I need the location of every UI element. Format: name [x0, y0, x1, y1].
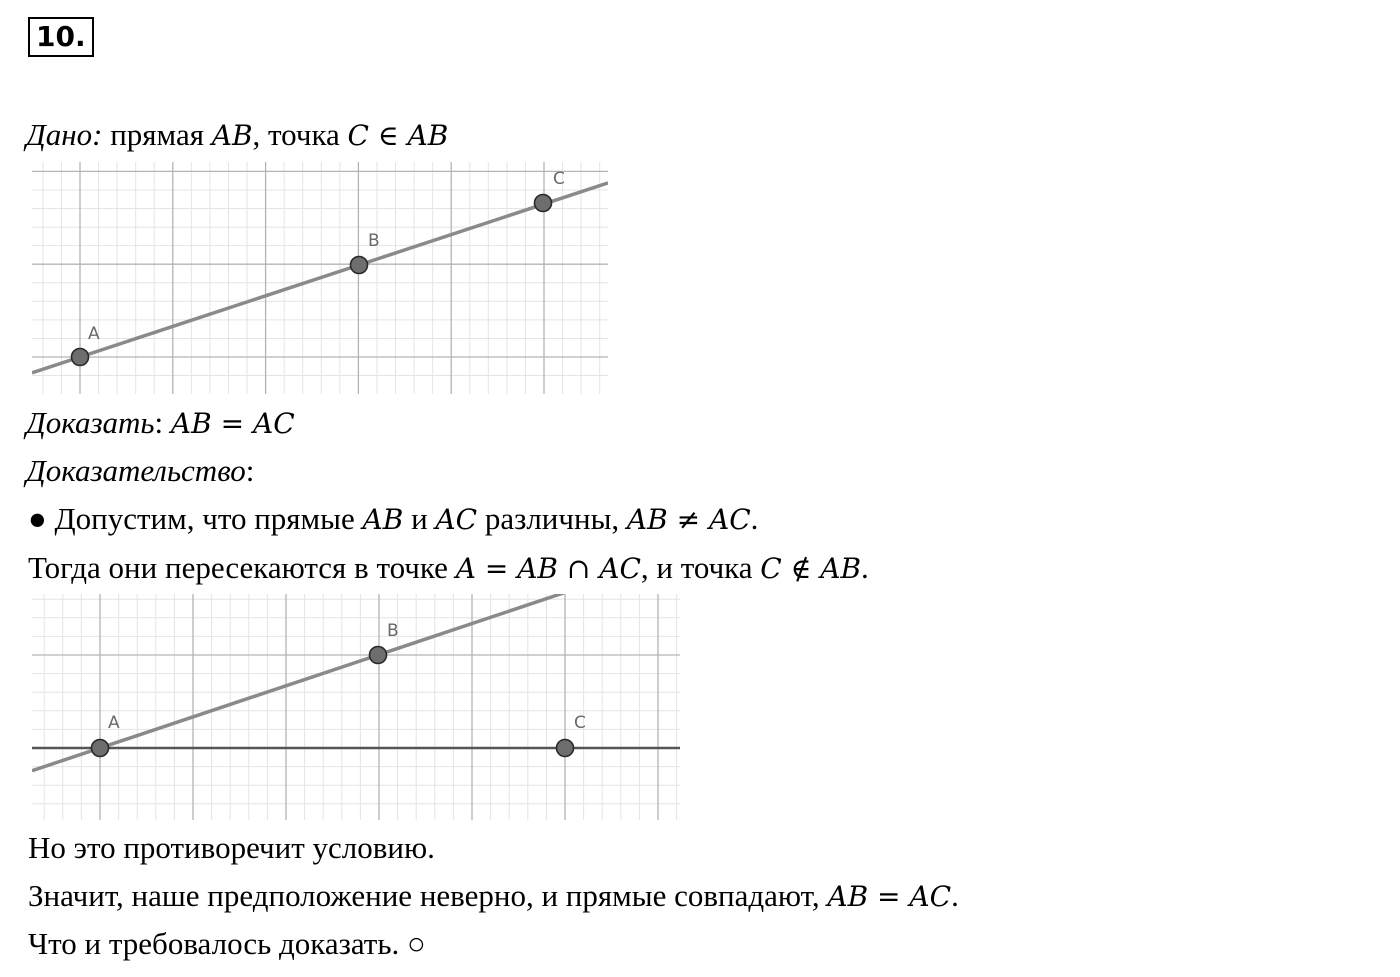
prove-label: Доказать — [26, 405, 155, 440]
point-b-marker — [351, 257, 368, 274]
step2-text1: Тогда они пересекаются в точке — [28, 550, 456, 585]
step2-ab2: AB — [820, 552, 862, 585]
given-label: Дано: — [26, 117, 103, 152]
step1-ac: AC — [435, 503, 478, 536]
qed-line — [28, 924, 426, 964]
step1-ab: AB — [362, 503, 404, 536]
figure-2-coordinate-grid — [32, 594, 680, 820]
step2-text2: , и точка — [640, 550, 761, 585]
given-line — [26, 115, 448, 156]
step2-ab: AB — [517, 552, 558, 585]
given-line-name-2: AB — [407, 119, 449, 152]
point-b-marker — [370, 647, 387, 664]
prove-line — [26, 403, 295, 444]
step2-c: C — [760, 552, 782, 585]
step2-notin: ∉ — [781, 552, 821, 585]
line-ab — [32, 594, 680, 771]
proof-colon: : — [245, 453, 255, 488]
point-a-label: A — [108, 713, 120, 733]
conclusion2-ac: AC — [909, 880, 952, 913]
given-comma-text: , точка — [252, 117, 348, 152]
given-line-name: AB — [211, 119, 253, 152]
point-a-label: A — [88, 324, 100, 344]
point-b-label: B — [368, 231, 380, 251]
step1-ab2: AB — [626, 503, 668, 536]
proof-label: Доказательство — [26, 453, 246, 488]
step1-end: . — [750, 501, 759, 536]
point-a-marker — [92, 740, 109, 757]
step1-text1: Допустим, что прямые — [46, 501, 363, 536]
step2-cap: ∩ — [557, 552, 600, 585]
conclusion-1: Но это противоречит условию. — [28, 830, 435, 865]
conclusion2-end: . — [951, 878, 959, 913]
point-c-marker — [535, 195, 552, 212]
conclusion2-eq: = — [868, 880, 910, 913]
given-text: прямая — [102, 117, 212, 152]
prove-right: AC — [252, 407, 295, 440]
point-c-marker — [557, 740, 574, 757]
step1-text2: различны, — [477, 501, 627, 536]
conclusion-2 — [28, 876, 959, 917]
step2-eq: = — [475, 552, 518, 585]
point-c-label: C — [553, 169, 565, 189]
prove-colon: : — [154, 405, 171, 440]
qed-text: Что и требовалось доказать. — [28, 926, 407, 961]
bullet-icon: ● — [28, 501, 47, 536]
step2-a: A — [455, 552, 476, 585]
step2-end: . — [861, 550, 869, 585]
step1-and: и — [403, 501, 436, 536]
qed-circle-icon: ○ — [407, 926, 426, 961]
proof-step-2 — [28, 548, 869, 589]
proof-heading — [26, 451, 254, 491]
point-a-marker — [72, 349, 89, 366]
task-number: 10. — [28, 17, 94, 57]
step2-ac: AC — [599, 552, 641, 585]
figure-1-coordinate-grid — [32, 162, 608, 394]
step1-ac2: AC — [708, 503, 751, 536]
given-point-c: C — [347, 119, 369, 152]
point-b-label: B — [387, 621, 399, 641]
line-ab — [32, 183, 608, 373]
step1-neq: ≠ — [667, 503, 709, 536]
prove-left: AB — [170, 407, 212, 440]
point-c-label: C — [574, 713, 586, 733]
prove-eq: = — [211, 407, 253, 440]
conclusion2-text: Значит, наше предположение неверно, и прямые совпадают, — [28, 878, 828, 913]
conclusion2-ab: AB — [827, 880, 869, 913]
member-symbol: ∈ — [368, 119, 408, 152]
proof-step-1 — [28, 499, 758, 540]
